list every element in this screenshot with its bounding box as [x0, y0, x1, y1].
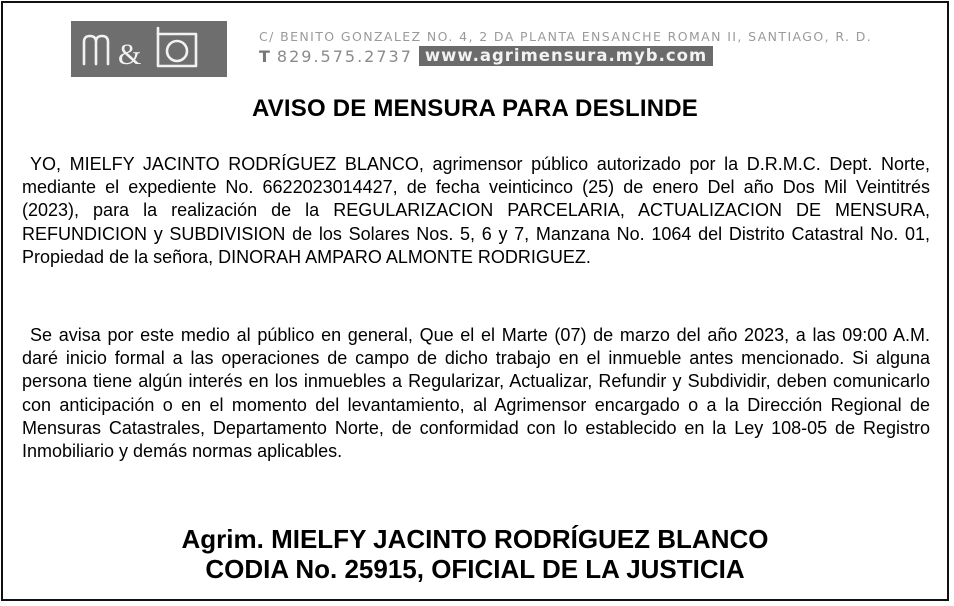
signatory-credential: CODIA No. 25915, OFICIAL DE LA JUSTICIA	[205, 554, 745, 584]
phone-icon: T	[259, 46, 270, 66]
company-logo	[71, 21, 227, 77]
paragraph-1: YO, MIELFY JACINTO RODRÍGUEZ BLANCO, agrimensor público autorizado por la D.R.M.C. Dept. Norte, mediante el expediente No. 6622023014427, de fecha veinticinco (25) de enero Del año Dos Mil Veintitrés (2023), para la realización de la REGULARIZACION PARCELARIA, ACTUALIZACION DE MENSURA, REFUNDICION y SUBDIVISION de los Solares Nos. 5, 6 y 7, Manzana No. 1064 del Distrito Catastral No. 01, Propiedad de la señora, DINORAH AMPARO ALMONTE RODRIGUEZ.	[22, 154, 930, 267]
notice-title: AVISO DE MENSURA PARA DESLINDE	[251, 95, 699, 122]
contact-row	[259, 46, 713, 66]
phone-number: 829.575.2737	[276, 46, 413, 66]
signatory-name: Agrim. MIELFY JACINTO RODRÍGUEZ BLANCO	[181, 524, 769, 554]
paragraph-2: Se avisa por este medio al público en general, Que el el Marte (07) de marzo del año 2023, a las 09:00 A.M. daré inicio formal a las operaciones de campo de dicho trabajo en el inmueble antes mencionado. Si alguna persona tiene algún interés en los inmuebles a Regularizar, Actualizar, Refundir y Subdividir, deben comunicarlo con anticipación o en el momento del levantamiento, al Agrimensor encargado o a la Dirección Regional de Mensuras Catastrales, Departamento Norte, de conformidad con lo establecido en la Ley 108-05 de Registro Inmobiliario y demás normas aplicables.	[22, 325, 930, 462]
notice-frame	[1, 1, 949, 601]
letterhead	[71, 20, 871, 78]
svg-text:&: &	[118, 38, 142, 71]
company-address: C/ BENITO GONZALEZ NO. 4, 2 DA PLANTA ENSANCHE ROMAN II, SANTIAGO, R. D.	[259, 29, 873, 44]
logo-mark	[74, 24, 224, 74]
website-link[interactable]: www.agrimensura.myb.com	[419, 46, 713, 66]
